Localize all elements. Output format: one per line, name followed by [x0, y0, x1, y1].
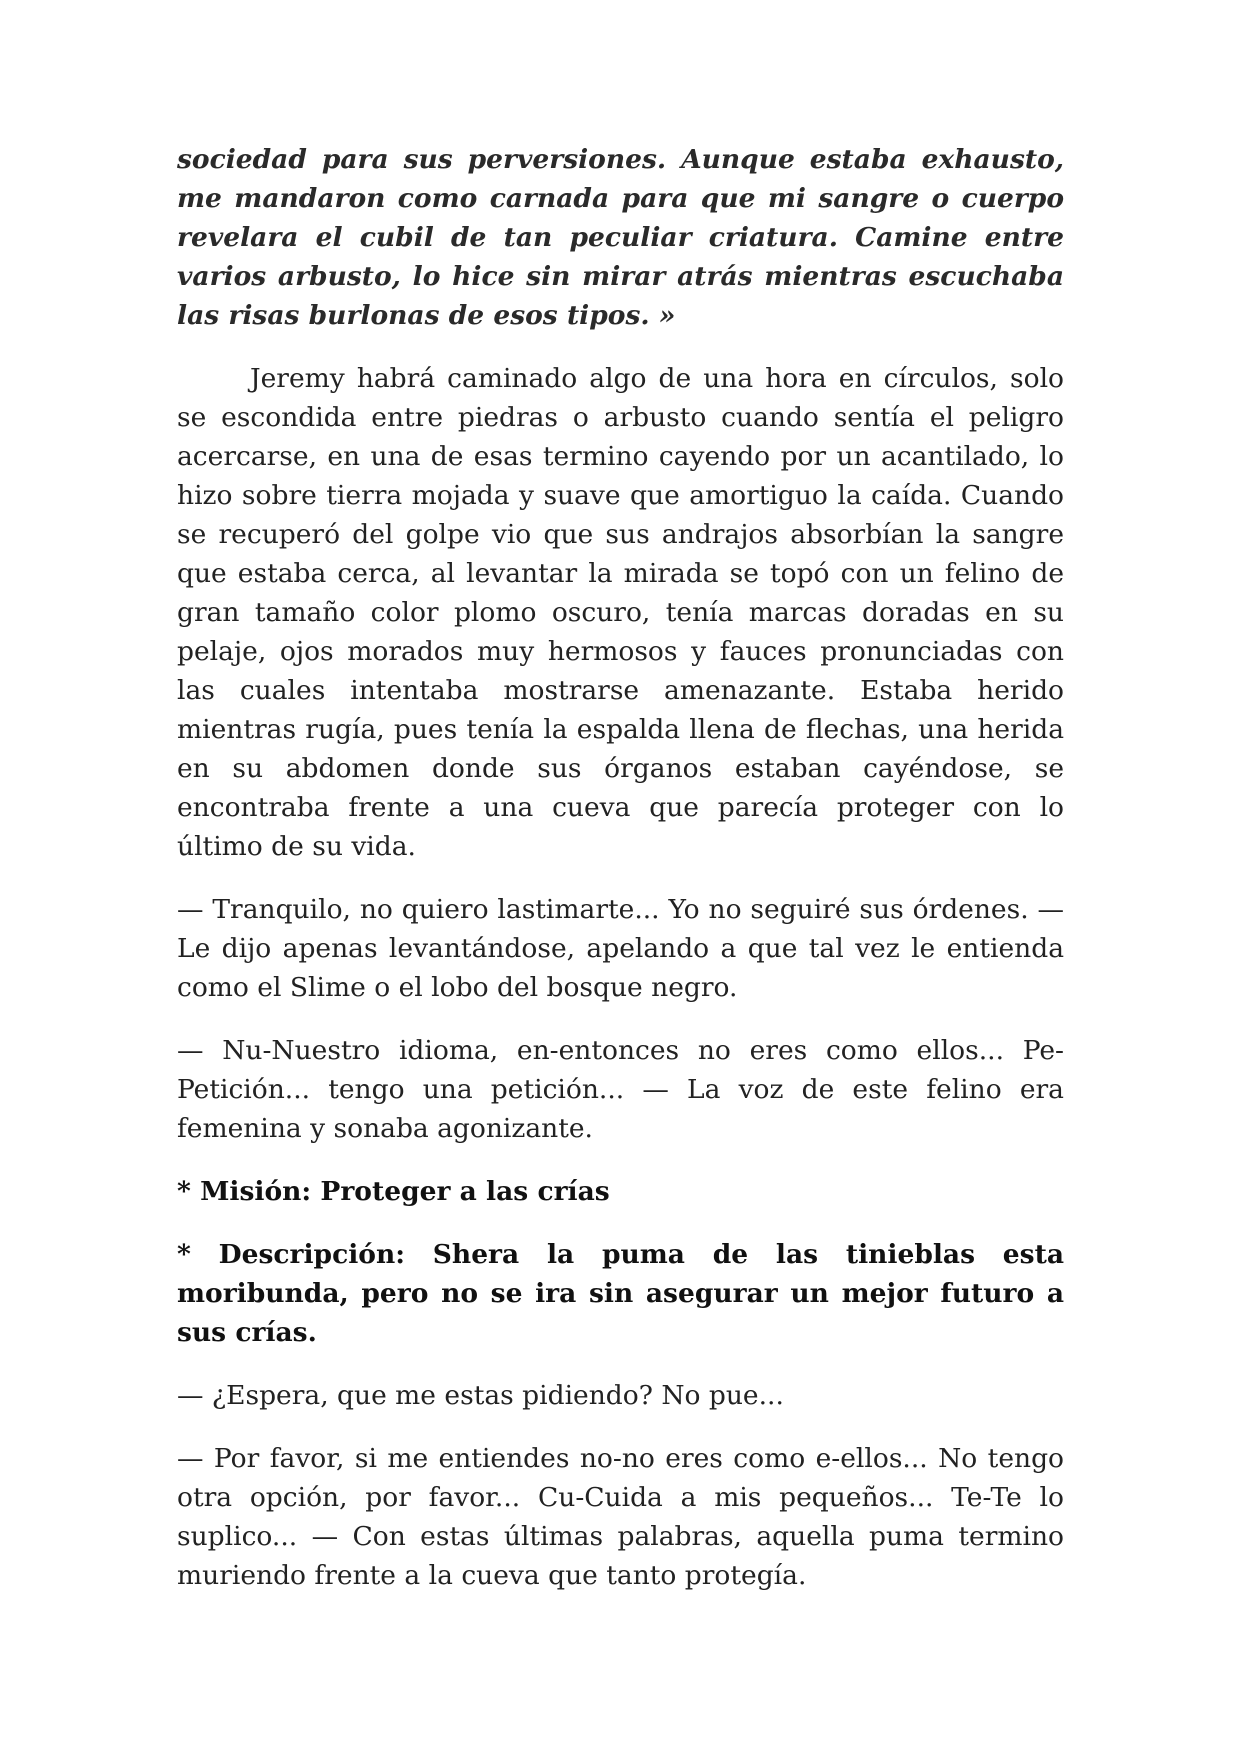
mission-description: * Descripción: Shera la puma de las tinieblas esta moribunda, pero no se ira sin asegurar un mejor futuro a sus crías. — [177, 1239, 1064, 1348]
dialog-paragraph: — Por favor, si me entiendes no-no eres como e-ellos... No tengo otra opción, por favor... Cu-Cuida a mis pequeños... Te-Te lo suplico... — Con estas últimas palabras, aquella puma termino muriendo frente a la cueva que tanto protegía. — [177, 1443, 1064, 1591]
quote-paragraph: sociedad para sus perversiones. Aunque estaba exhausto, me mandaron como carnada para que mi sangre o cuerpo revelara el cubil de tan peculiar criatura. Camine entre varios arbusto, lo hice sin mirar atrás mientras escuchaba las risas burlonas de esos tipos. » — [177, 144, 1064, 331]
dialog-paragraph: — ¿Espera, que me estas pidiendo? No pue... — [177, 1380, 784, 1411]
dialog-paragraph: — Tranquilo, no quiero lastimarte... Yo no seguiré sus órdenes. — Le dijo apenas levantándose, apelando a que tal vez le entienda como el Slime o el lobo del bosque negro. — [177, 894, 1064, 1003]
document-page — [177, 140, 1064, 1619]
dialog-paragraph: — Nu-Nuestro idioma, en-entonces no eres como ellos... Pe-Petición... tengo una petición... — La voz de este felino era femenina y sonaba agonizante. — [177, 1035, 1064, 1144]
narration-paragraph: Jeremy habrá caminado algo de una hora en círculos, solo se escondida entre piedras o arbusto cuando sentía el peligro acercarse, en una de esas termino cayendo por un acantilado, lo hizo sobre tierra mojada y suave que amortiguo la caída. Cuando se recuperó del golpe vio que sus andrajos absorbían la sangre que estaba cerca, al levantar la mirada se topó con un felino de gran tamaño color plomo oscuro, tenía marcas doradas en su pelaje, ojos morados muy hermosos y fauces pronunciadas con las cuales intentaba mostrarse amenazante. Estaba herido mientras rugía, pues tenía la espalda llena de flechas, una herida en su abdomen donde sus órganos estaban cayéndose, se encontraba frente a una cueva que parecía proteger con lo último de su vida. — [177, 363, 1064, 862]
mission-title: * Misión: Proteger a las crías — [177, 1176, 610, 1207]
